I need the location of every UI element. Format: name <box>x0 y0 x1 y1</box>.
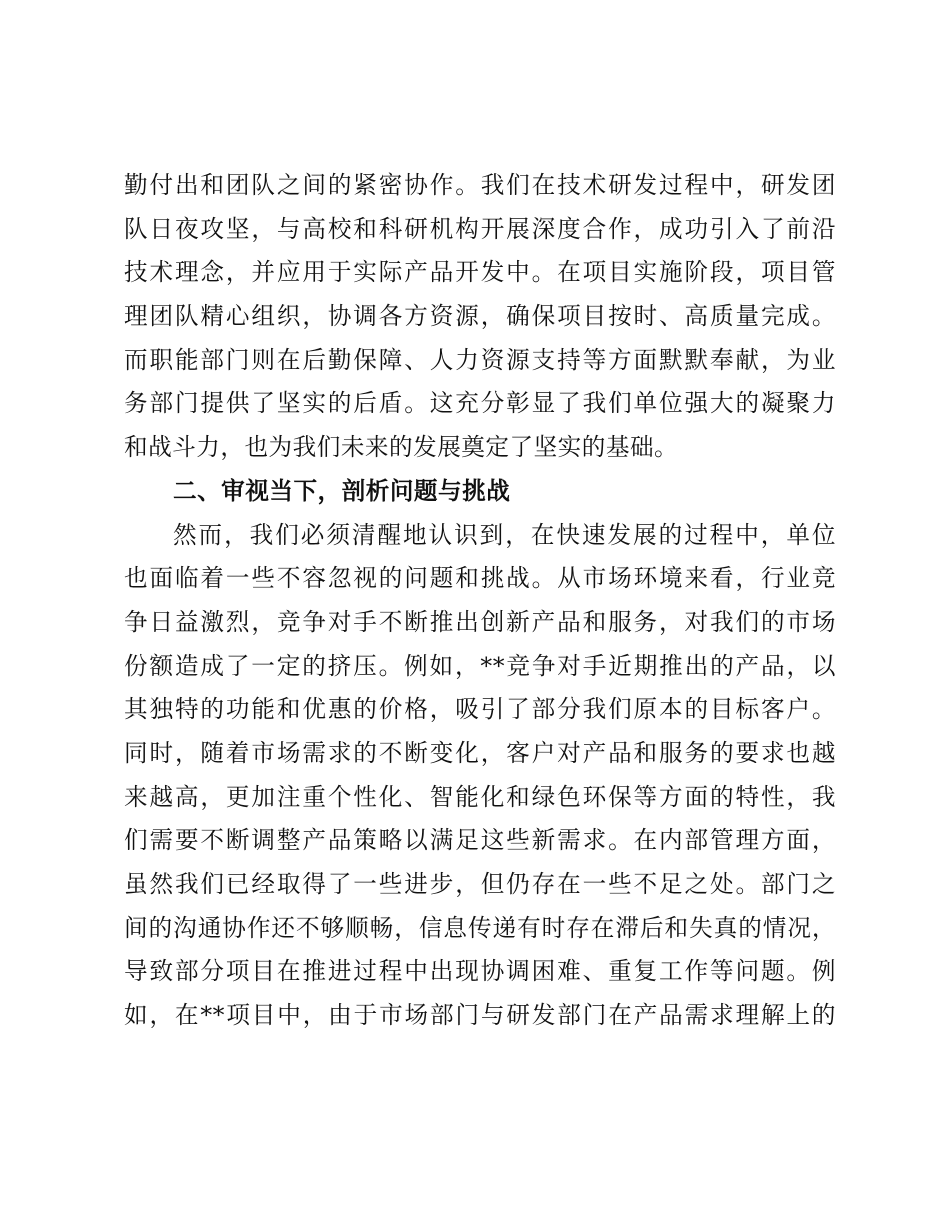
text-line: 然而，我们必须清醒地认识到，在快速发展的过程中，单位 <box>173 520 836 549</box>
text-line: 间的沟通协作还不够顺畅，信息传递有时存在滞后和失真的情况， <box>124 913 836 942</box>
text-line: 导致部分项目在推进过程中出现协调困难、重复工作等问题。例 <box>124 957 836 986</box>
text-line: 虽然我们已经取得了一些进步，但仍存在一些不足之处。部门之 <box>124 870 836 898</box>
text-line: 份额造成了一定的挤压。例如，**竞争对手近期推出的产品，以 <box>124 651 836 680</box>
text-line: 勤付出和团队之间的紧密协作。我们在技术研发过程中，研发团 <box>124 171 836 199</box>
section-heading: 二、审视当下，剖析问题与挑战 <box>173 476 511 505</box>
text-line: 其独特的功能和优惠的价格，吸引了部分我们原本的目标客户。 <box>124 695 836 724</box>
text-line: 同时，随着市场需求的不断变化，客户对产品和服务的要求也越 <box>124 738 836 767</box>
text-line: 技术理念，并应用于实际产品开发中。在项目实施阶段，项目管 <box>124 258 836 287</box>
text-line: 来越高，更加注重个性化、智能化和绿色环保等方面的特性，我 <box>124 782 836 811</box>
text-line: 而职能部门则在后勤保障、人力资源支持等方面默默奉献，为业 <box>124 345 836 374</box>
text-line: 队日夜攻坚，与高校和科研机构开展深度合作，成功引入了前沿 <box>124 214 836 243</box>
text-line: 和战斗力，也为我们未来的发展奠定了坚实的基础。 <box>124 433 679 462</box>
text-line: 也面临着一些不容忽视的问题和挑战。从市场环境来看，行业竞 <box>124 564 836 593</box>
text-line: 理团队精心组织，协调各方资源，确保项目按时、高质量完成。 <box>124 302 836 331</box>
text-line: 务部门提供了坚实的后盾。这充分彰显了我们单位强大的凝聚力 <box>124 389 836 418</box>
text-line: 们需要不断调整产品策略以满足这些新需求。在内部管理方面， <box>124 826 836 855</box>
document-body <box>124 164 836 1038</box>
text-line: 如，在**项目中，由于市场部门与研发部门在产品需求理解上的 <box>124 1001 836 1030</box>
text-line: 争日益激烈，竞争对手不断推出创新产品和服务，对我们的市场 <box>124 607 836 636</box>
